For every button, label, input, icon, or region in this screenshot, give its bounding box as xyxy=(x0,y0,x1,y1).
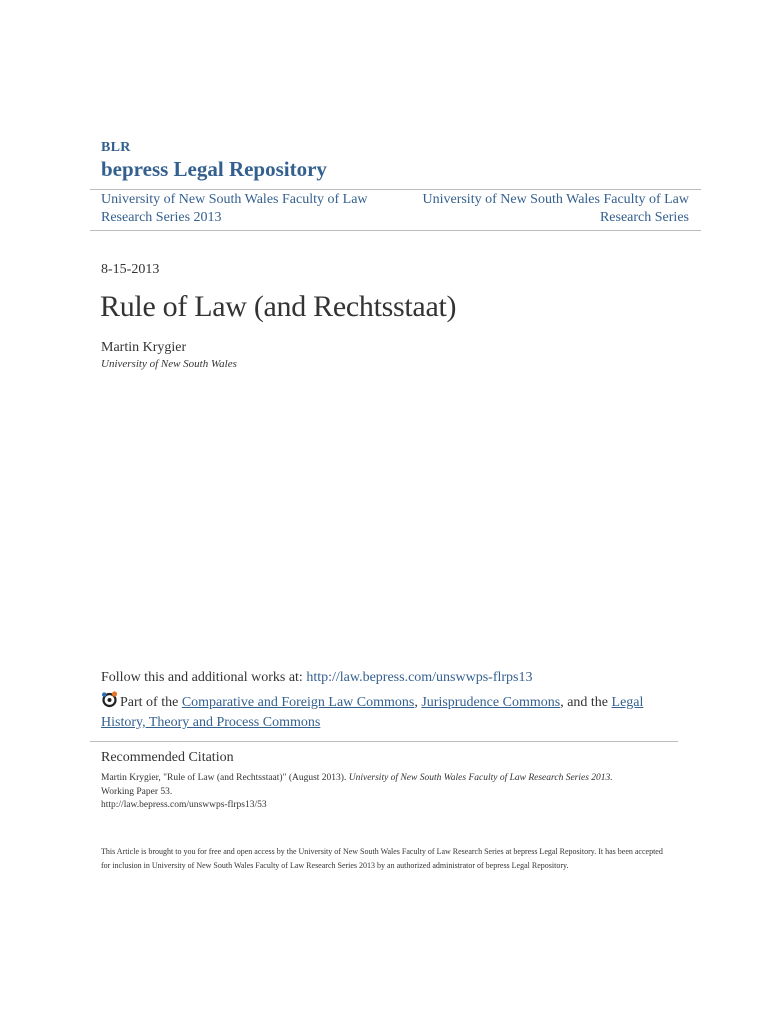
separator-2: , and the xyxy=(560,695,612,710)
citation-text: Martin Krygier, "Rule of Law (and Rechtsstaat)" (August 2013). xyxy=(101,773,349,783)
part-of-commons xyxy=(101,691,661,732)
citation-url[interactable]: http://law.bepress.com/unswwps-flrps13/53 xyxy=(101,800,267,810)
series-bar xyxy=(90,189,701,231)
separator-1: , xyxy=(414,695,422,710)
recommended-citation-heading: Recommended Citation xyxy=(101,750,234,765)
series-link-2013[interactable]: University of New South Wales Faculty of Law Research Series 2013 xyxy=(101,192,368,225)
network-commons-icon xyxy=(101,691,118,714)
follow-line xyxy=(101,669,533,687)
link-jurisprudence[interactable]: Jurisprudence Commons xyxy=(421,695,561,710)
brand-name[interactable]: bepress Legal Repository xyxy=(101,157,327,181)
link-comparative-foreign-law[interactable]: Comparative and Foreign Law Commons xyxy=(181,695,415,710)
section-divider xyxy=(90,741,678,742)
access-notice: This Article is brought to you for free and open access by the University of New South Wales Faculty of Law Research Series at bepress Legal Repository. It has been accepted for inclusion in University of New South Wales Faculty of Law Research Series 2013 by an authorized administrator of bepress Legal Repository. xyxy=(101,847,663,870)
publication-date: 8-15-2013 xyxy=(101,262,160,277)
citation-working-paper: Working Paper 53. xyxy=(101,786,173,797)
author-affiliation: University of New South Wales xyxy=(101,358,237,370)
series-link-main[interactable]: University of New South Wales Faculty of Law Research Series xyxy=(422,192,689,225)
repository-brand[interactable] xyxy=(101,139,327,181)
author-name: Martin Krygier xyxy=(101,340,187,355)
link-legal-history-theory[interactable]: Legal History, Theory and Process Commons xyxy=(101,695,644,730)
citation-block xyxy=(101,772,661,813)
part-of-prefix: Part of the xyxy=(120,695,182,710)
article-title: Rule of Law (and Rechtsstaat) xyxy=(100,290,457,323)
follow-url-link[interactable]: http://law.bepress.com/unswwps-flrps13 xyxy=(306,670,533,685)
brand-abbreviation: BLR xyxy=(101,140,131,155)
follow-label: Follow this and additional works at: xyxy=(101,670,307,685)
citation-series: University of New South Wales Faculty of Law Research Series 2013. xyxy=(348,773,613,783)
